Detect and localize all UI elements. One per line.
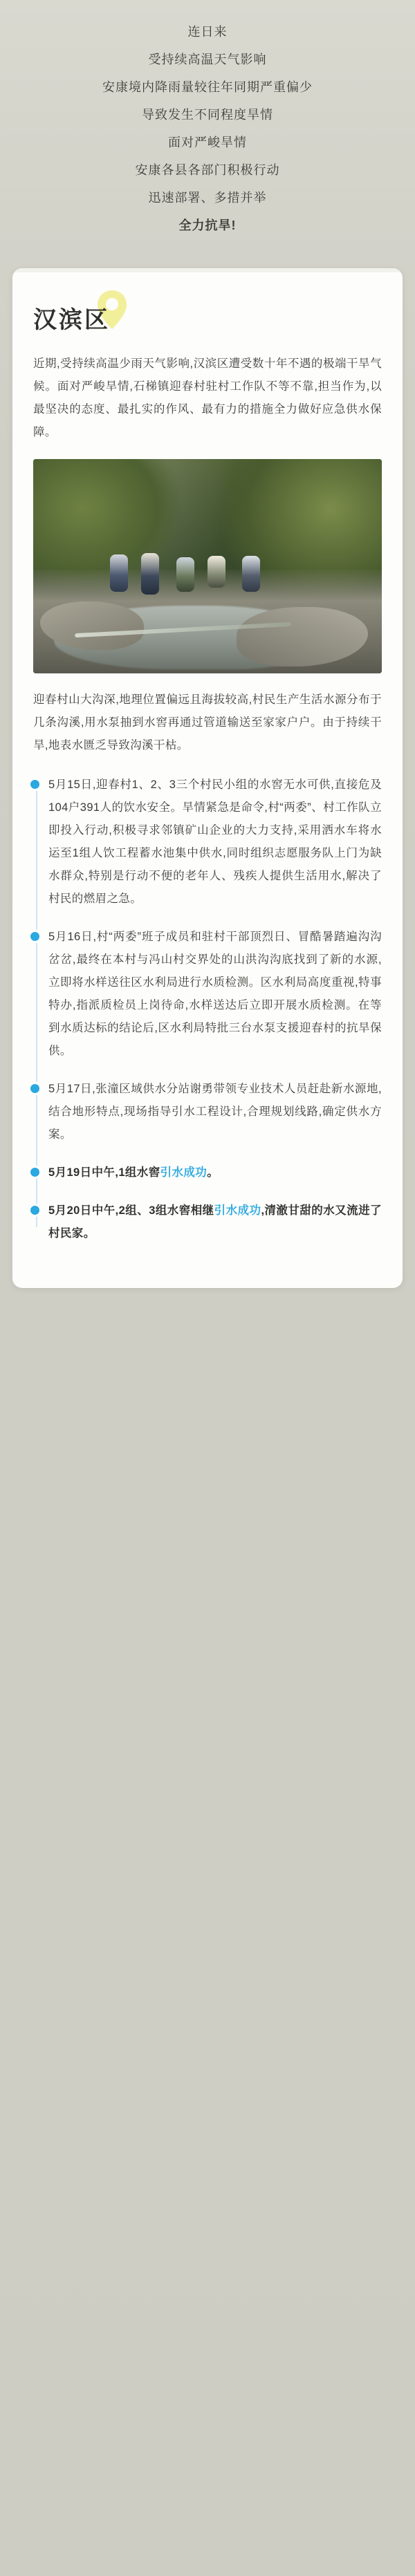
intro-line: 迅速部署、多措并举 bbox=[148, 191, 267, 205]
timeline-dot-icon bbox=[30, 1084, 39, 1093]
timeline-item bbox=[48, 1200, 382, 1245]
timeline-dot-icon bbox=[30, 932, 39, 941]
intro-paragraphs bbox=[12, 346, 403, 444]
timeline-text: 5月15日,迎春村1、2、3三个村民小组的水窖无水可供,直接危及104户391人的饮水安全。旱情紧急是命令,村“两委”、村工作队立即投入行动,积极寻求邻镇矿山企业的大力支持,采用洒水车将水运至1组人饮工程蓄水池集中供水,同时组织志愿服务队上门为缺水群众,特别是行动不便的老年人、残疾人提供生活用水,解决了村民的燃眉之急。 bbox=[48, 778, 382, 905]
intro-line: 安康各县各部门积极行动 bbox=[135, 163, 280, 177]
intro-line: 受持续高温天气影响 bbox=[148, 53, 267, 66]
timeline-item bbox=[48, 774, 382, 911]
timeline-item bbox=[48, 1161, 382, 1184]
timeline-text bbox=[48, 1161, 382, 1184]
photo-container bbox=[12, 455, 403, 682]
timeline-text: 5月17日,张潼区域供水分站谢勇带领专业技术人员赶赴新水源地,结合地形特点,现场指导引水工程设计,合理规划线路,确定供水方案。 bbox=[48, 1083, 382, 1141]
timeline-text-after: 。 bbox=[207, 1166, 219, 1179]
timeline-text-before: 5月19日中午,1组水窖 bbox=[48, 1166, 160, 1179]
timeline-text bbox=[48, 1200, 382, 1245]
timeline-item bbox=[48, 926, 382, 1063]
intro-line: 面对严峻旱情 bbox=[168, 136, 247, 149]
timeline-text-after: ,清澈甘甜的水又流进了村民家。 bbox=[48, 1204, 382, 1240]
paragraph: 近期,受持续高温少雨天气影响,汉滨区遭受数十年不遇的极端干旱气候。面对严峻旱情,石梯镇迎春村驻村工作队不等不靠,担当作为,以最坚决的态度、最扎实的作风、最有力的措施全力做好应急供水保障。 bbox=[33, 357, 382, 438]
intro-line: 全力抗旱! bbox=[178, 218, 237, 232]
intro-line: 连日来 bbox=[187, 25, 228, 39]
section-title-row bbox=[12, 272, 403, 346]
timeline-text: 5月16日,村“两委”班子成员和驻村干部顶烈日、冒酷暑踏遍沟沟岔岔,最终在本村与冯山村交界处的山洪沟沟底找到了新的水源,立即将水样送往区水利局进行水质检测。区水利局高度重视,特事特办,指派质检员上岗待命,水样送达后立即开展水质检测。在等到水质达标的结论后,区水利局特批三台水泵支援迎春村的抗旱保供。 bbox=[48, 931, 382, 1057]
timeline-dot-icon bbox=[30, 1168, 39, 1177]
timeline-highlight: 引水成功 bbox=[160, 1166, 208, 1179]
page-title: 汉滨区 bbox=[33, 306, 110, 333]
timeline-item bbox=[48, 1078, 382, 1146]
article-card bbox=[12, 268, 403, 1288]
timeline-dot-icon bbox=[30, 780, 39, 789]
timeline-text-before: 5月20日中午,2组、3组水窖相继 bbox=[48, 1204, 214, 1217]
timeline-dot-icon bbox=[30, 1206, 39, 1215]
timeline-highlight: 引水成功 bbox=[214, 1204, 261, 1217]
field-photo bbox=[33, 459, 382, 673]
intro-block bbox=[0, 0, 415, 263]
paragraph: 迎春村山大沟深,地理位置偏远且海拔较高,村民生产生活水源分布于几条沟溪,用水泵抽到水窖再通过管道输送至家家户户。由于持续干旱,地表水匮乏导致沟溪干枯。 bbox=[33, 693, 382, 752]
intro-line: 导致发生不同程度旱情 bbox=[142, 108, 273, 122]
second-paragraph-block bbox=[12, 682, 403, 757]
intro-line: 安康境内降雨量较往年同期严重偏少 bbox=[102, 80, 313, 94]
timeline-list bbox=[12, 768, 403, 1245]
